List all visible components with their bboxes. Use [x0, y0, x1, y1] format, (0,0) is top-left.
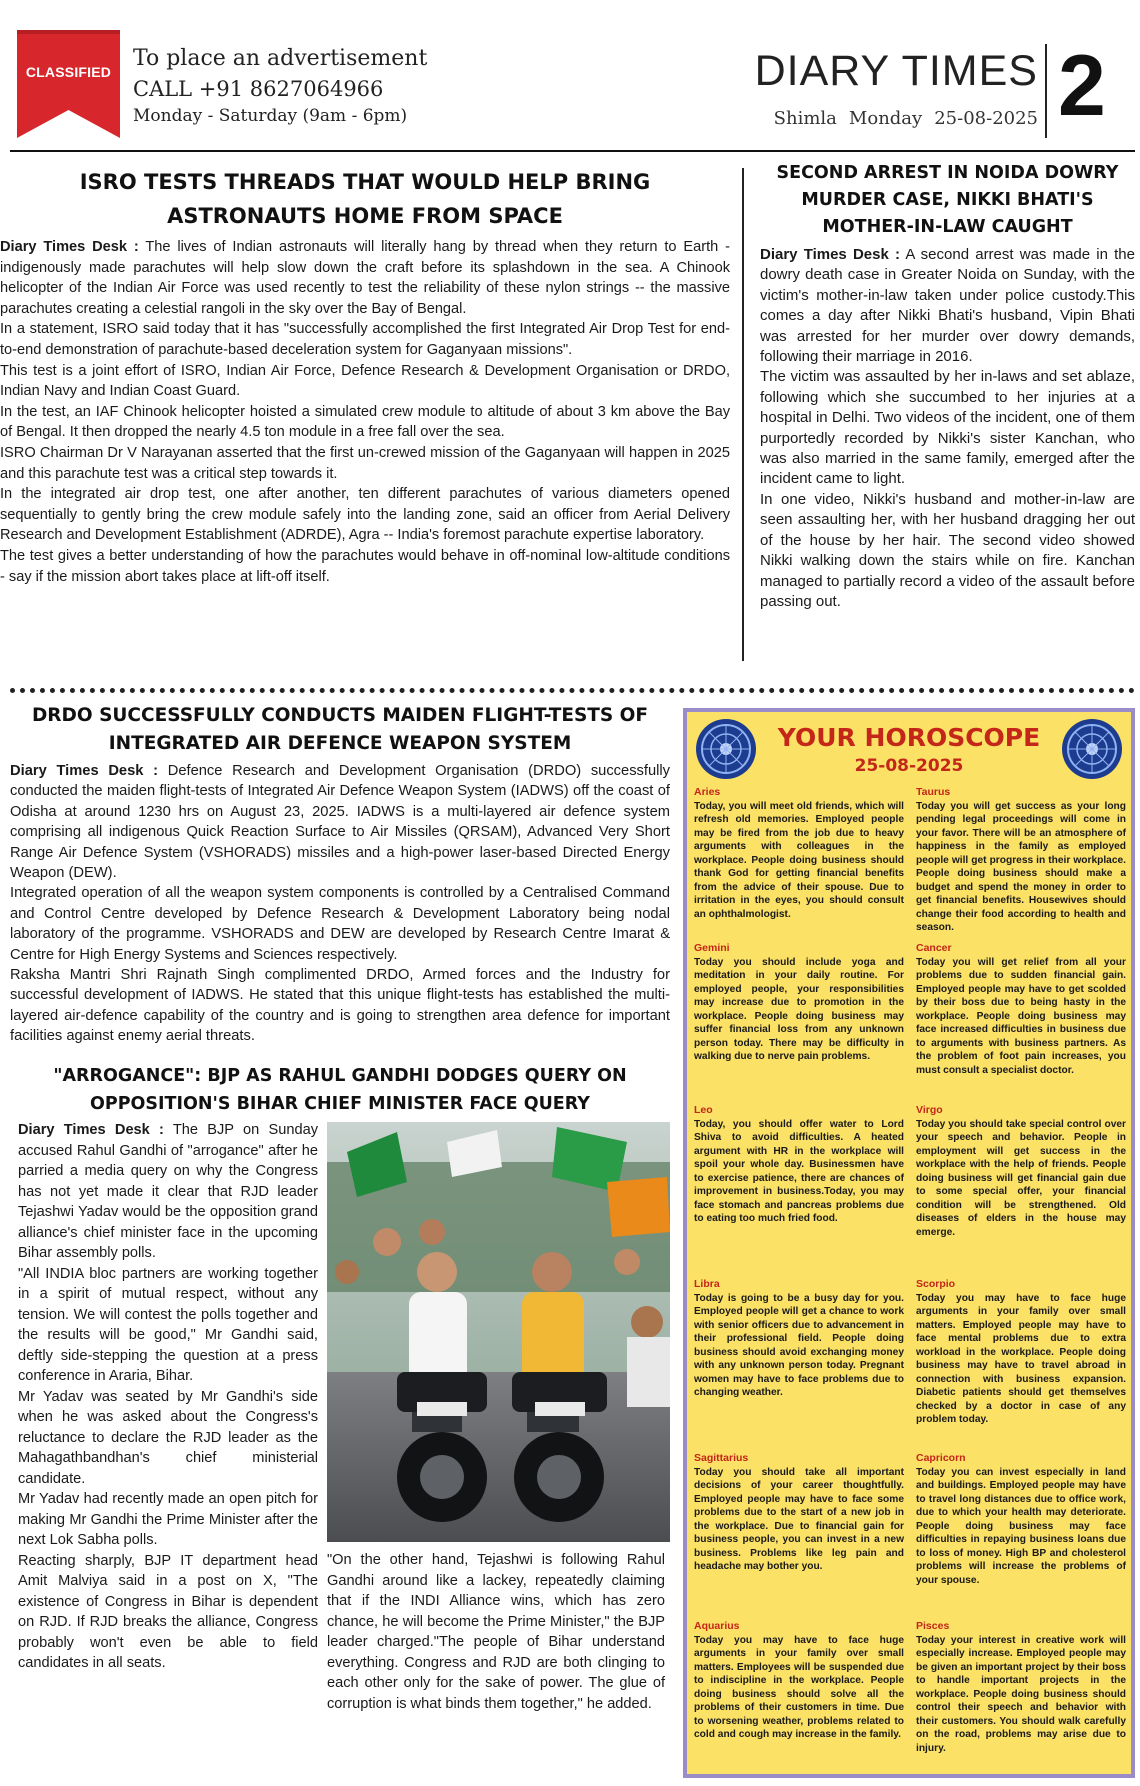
page-header [0, 0, 1140, 150]
sign-name: Aquarius [694, 1620, 740, 1632]
edition-line [748, 108, 1038, 129]
masthead [748, 46, 1038, 129]
headline-bjp: "ARROGANCE": BJP AS RAHUL GANDHI DODGES QUERY ON OPPOSITION'S BIHAR CHIEF MINISTER FACE QUERY [53, 1066, 627, 1114]
horoscope-sign-virgo [916, 1104, 1126, 1239]
horoscope-box [683, 708, 1135, 1778]
article-paragraph: ISRO Chairman Dr V Narayanan asserted that the first un-crewed mission of the Gaganyaan will happen in 2025 and this parachute test was a critical step towards it. [0, 444, 730, 482]
lead-text: Defence Research and Development Organisation (DRDO) successfully conducted the maiden flight-tests of Integrated Air Defence Weapon System (IADWS) off the coast of Odisha at around 1230 hrs on August 23, 2025. IADWS is a multi-layered air defence system comprising all indigenous Quick Reaction Surface to Air Missiles (QRSAM), Advanced Very Short Range Air Defence System (VSHORADS) missiles and a high-power laser-based Directed Energy Weapon (DEW). [10, 763, 671, 882]
article-drdo [10, 702, 670, 1047]
column-divider [742, 168, 744, 661]
ad-phone: CALL +91 8627064966 [133, 77, 384, 101]
edition-date: 25-08-2025 [934, 108, 1038, 129]
edition-day: Monday [848, 108, 923, 129]
sign-forecast: Today your interest in creative work will especially increase. Employed people may be given an important project by their boss to handle important projects in the workplace. People doing business should control their speech and behavior with their customers. You should walk carefully on the road, problems may arise due to injury. [916, 1634, 1126, 1754]
horoscope-sign-capricorn [916, 1452, 1126, 1587]
sign-forecast: Today you should take special control over your speech and behavior. People in employment will get success in the workplace with the help of friends. People doing business will get financial gain due to some special offer, your financial condition will be strengthened. Old diseases of elders in the house may emerge. [916, 1118, 1126, 1238]
article-paragraph: Raksha Mantri Shri Rajnath Singh complimented DRDO, Armed forces and the Industry for successful development of IADWS. He stated that this unique flight-tests has established the multi-layered air-defence capability of the country and is going to strengthen area defence for important facilities against enemy aerial threats. [10, 967, 670, 1045]
horoscope-sign-gemini [694, 942, 904, 1064]
article-paragraph: In the integrated air drop test, one after another, ten different parachutes of various diameters opened sequentially to gently bring the crew module safely into the landing zone, said an officer from Aerial Delivery Research and Development Establishment (ADRDE), Agra -- India's foremost parachute expertise laboratory. [0, 486, 730, 544]
article-paragraph: The victim was assaulted by her in-laws and set ablaze, following which she succumbed to her injuries at a hospital in Delhi. Two videos of the incident, one of them purportedly recorded by Nikki's sister Kanchan, who was also married in the same family, emerged after the incident came to light. [760, 368, 1135, 488]
article-paragraph: Mr Yadav had recently made an open pitch for making Mr Gandhi the Prime Minister after the next Lok Sabha polls. [18, 1491, 318, 1548]
advertisement-info [133, 44, 427, 128]
sign-forecast: Today you should take all important decisions of your career thoughtfully. Employed people may have to face some problems due to the start of a new job in the workplace. Due to financial gain for business people, you can invest in a new business. Problems like leg pain and headache may bother you. [694, 1466, 904, 1572]
sign-forecast: Today, you should offer water to Lord Shiva to avoid difficulties. A heated argument with HR in the workplace will spoil your whole day. Businessmen have to exercise patience, there are chances of improvement in business.Today, you may face stomach and pancreas problems due to eating too much fried food. [694, 1118, 904, 1224]
article-paragraph: This test is a joint effort of ISRO, Indian Air Force, Defence Research & Development Organisation or DRDO, Indian Navy and Indian Coast Guard. [0, 362, 730, 400]
byline: Diary Times Desk : [760, 246, 900, 263]
headline-drdo: DRDO SUCCESSFULLY CONDUCTS MAIDEN FLIGHT-TESTS OF INTEGRATED AIR DEFENCE WEAPON SYSTEM [31, 705, 649, 754]
sign-forecast: Today, you will meet old friends, which will refresh old memories. Employed people may be fired from the job due to heavy arguments with colleagues in the workplace. People doing business should thank God for getting financial benefits from the advice of their spouse. Due to irritation in the eyes, you should consult an ophthalmologist. [694, 800, 904, 920]
sign-name: Aries [694, 786, 721, 798]
article-paragraph: "All INDIA bloc partners are working together in a spirit of mutual respect, without any tension. We will contest the polls together and the results will be good," Mr Gandhi said, deftly side-stepping the question at a press conference in Araria, Bihar. [18, 1265, 318, 1384]
masthead-divider [1045, 44, 1047, 138]
sign-name: Pisces [916, 1620, 950, 1632]
article-isro [0, 165, 730, 587]
article-paragraph [0, 237, 730, 319]
article-paragraph: Mr Yadav was seated by Mr Gandhi's side when he was asked about the Congress's reluctance to declare the RJD leader as the Mahagathbandhan's chief ministerial candidate. [18, 1388, 318, 1487]
article-paragraph: Reacting sharply, BJP IT department head Amit Malviya said in a post on X, "The existence of Congress in Bihar is dependent on RJD. If RJD breaks the alliance, Congress probably won't even be able to field candidates in all seats. [18, 1552, 318, 1671]
sign-name: Gemini [694, 942, 730, 954]
headline-dowry: SECOND ARREST IN NOIDA DOWRY MURDER CASE, NIKKI BHATI'S MOTHER-IN-LAW CAUGHT [776, 163, 1119, 237]
sign-forecast: Today you will get success as your long pending legal proceedings will come in your favor. There will be an atmosphere of happiness in the family as employed people will get progress in their workplace. People doing business should make a budget and spend the money in order to get financial benefits. Housewives should change their food according to health and season. [916, 800, 1126, 933]
sign-forecast: Today you should include yoga and meditation in your daily routine. For employed people, your responsibilities may increase due to promotion in the workplace. People doing business may suffer financial loss from any unknown person today. There may be difficulty in walking due to nerve pain problems. [694, 956, 904, 1062]
lead-text: A second arrest was made in the dowry death case in Greater Noida on Sunday, with the victim's mother-in-law taken under police custody.This comes a day after Nikki Bhati's husband, Vipin Bhati was arrested for her murder over dowry demands, following their marriage in 2016. [760, 246, 1135, 366]
edition-city: Shimla [773, 108, 837, 129]
sign-forecast: Today you will get relief from all your problems due to sudden financial gain. Employed people may have to get scolded by their boss due to being hasty in the workplace. People doing business may face increased difficulties in business due to arguments with business partners. As the problem of foot pain increases, you must consult a specialist doctor. [916, 956, 1126, 1076]
header-rule [10, 150, 1135, 152]
horoscope-sign-sagittarius [694, 1452, 904, 1574]
newspaper-title: DIARY TIMES [754, 47, 1038, 95]
lead-text: The lives of Indian astronauts will literally hang by thread when they return to Earth -indigenously made parachutes will help slow down the craft before its splashdown in the sea. A Chinook helicopter of the Indian Air Force was used recently to test the reliability of these nylon strings -- the massive parachutes creating a celestial rangoli in the sky over the Bay of Bengal. [0, 239, 730, 317]
article-paragraph: In a statement, ISRO said today that it has "successfully accomplished the first Integrated Air Drop Test for end-to-end demonstration of parachute-based deceleration system for Gaganyaan missions". [0, 321, 730, 358]
article-paragraph [10, 761, 670, 883]
headline-isro: ISRO TESTS THREADS THAT WOULD HELP BRING ASTRONAUTS HOME FROM SPACE [79, 170, 651, 228]
horoscope-title: YOUR HOROSCOPE [777, 723, 1041, 752]
byline: Diary Times Desk : [10, 763, 159, 779]
horoscope-date: 25-08-2025 [854, 756, 964, 776]
article-bjp-column-left [18, 1120, 318, 1674]
byline: Diary Times Desk : [18, 1122, 164, 1138]
sign-name: Virgo [916, 1104, 943, 1116]
sign-forecast: Today you may have to face huge arguments in your family over small matters. Employees will be suspended due to indiscipline in the workplace. People doing business should solve all the problems of their customers in time. Due to worsening weather, problems related to cold and cough may increase in the family. [694, 1634, 904, 1740]
byline: Diary Times Desk : [0, 239, 139, 255]
article-paragraph: In one video, Nikki's husband and mother-in-law are seen assaulting her, with her husband dragging her out of the house by her hair. The second video showed Nikki walking down the stairs while on fire. Kanchan managed to partially record a video of the assault before passing out. [760, 490, 1135, 610]
sign-name: Taurus [916, 786, 951, 798]
sign-name: Sagittarius [694, 1452, 749, 1464]
article-paragraph: Integrated operation of all the weapon system components is controlled by a Centralised Command and Control Centre developed by Defence Research & Development Laboratory being nodal laboratory of the programme. VSHORADS and DEW are developed by Research Centre Imarat & Centre for High Energy Systems and Sciences respectively. [10, 885, 670, 963]
horoscope-sign-scorpio [916, 1278, 1126, 1427]
sign-forecast: Today you may have to face huge arguments in your family over small matters. Employed people may have to face mental problems due to extra workload in the workplace. People doing business may have to travel abroad in connection with business expansion. Diabetic patients should get themselves checked by a doctor in case of any problem today. [916, 1292, 1126, 1425]
ad-line-title: To place an advertisement [133, 46, 428, 71]
horoscope-sign-leo [694, 1104, 904, 1226]
horoscope-sign-aquarius [694, 1620, 904, 1742]
sign-name: Leo [694, 1104, 713, 1116]
horoscope-sign-libra [694, 1278, 904, 1400]
horoscope-sign-taurus [916, 786, 1126, 935]
news-photo-rally [327, 1122, 670, 1542]
article-paragraph [760, 245, 1135, 367]
article-paragraph: In the test, an IAF Chinook helicopter hoisted a simulated crew module to altitude of about 3 km above the Bay of Bengal. It then dropped the nearly 4.5 ton module in a free fall over the sea. [0, 403, 730, 441]
sign-name: Cancer [916, 942, 952, 954]
article-paragraph: The test gives a better understanding of how the parachutes would behave in off-nominal low-altitude conditions - say if the mission abort takes place at lift-off itself. [0, 547, 730, 585]
horoscope-sign-cancer [916, 942, 1126, 1077]
sign-forecast: Today is going to be a busy day for you. Employed people will get a chance to work with senior officers due to advancement in their professional field. People doing business should avoid exchanging money with any unknown person today. Pregnant women may have to face problems due to changing weather. [694, 1292, 904, 1398]
horoscope-sign-pisces [916, 1620, 1126, 1755]
page-number: 2 [1058, 38, 1106, 134]
sign-name: Libra [694, 1278, 720, 1290]
ad-hours: Monday - Saturday (9am - 6pm) [133, 106, 408, 126]
classified-ribbon-icon [17, 30, 120, 138]
sign-name: Scorpio [916, 1278, 956, 1290]
section-divider [10, 688, 1135, 693]
classified-label: CLASSIFIED [25, 64, 112, 80]
article-dowry [760, 160, 1135, 612]
horoscope-sign-aries [694, 786, 904, 921]
lead-text: The BJP on Sunday accused Rahul Gandhi of "arrogance" after he parried a media query on why the Congress has not yet made it clear that RJD leader Tejashwi Yadav would be the opposition grand alliance's chief minister face in the upcoming Bihar assembly polls. [18, 1122, 318, 1261]
sign-forecast: Today you can invest especially in land and buildings. Employed people may have to travel long distances due to office work, due to which your health may deteriorate. People doing business may face difficulties in repaying business loans due to loss of money. High BP and cholesterol problems will increase the problems of your spouse. [916, 1466, 1126, 1586]
sign-name: Capricorn [916, 1452, 966, 1464]
article-bjp-column-right [327, 1550, 665, 1714]
article-paragraph: "On the other hand, Tejashwi is following Rahul Gandhi around like a lackey, repeatedly claiming that if the INDI Alliance wins, which has zero chance, he will become the Prime Minister," the BJP leader charged."The people of Bihar understand everything. Congress and RJD are both clinging to each other only for the sake of power. The glue of corruption is what binds them together," he added. [327, 1552, 665, 1712]
article-paragraph [18, 1120, 318, 1264]
